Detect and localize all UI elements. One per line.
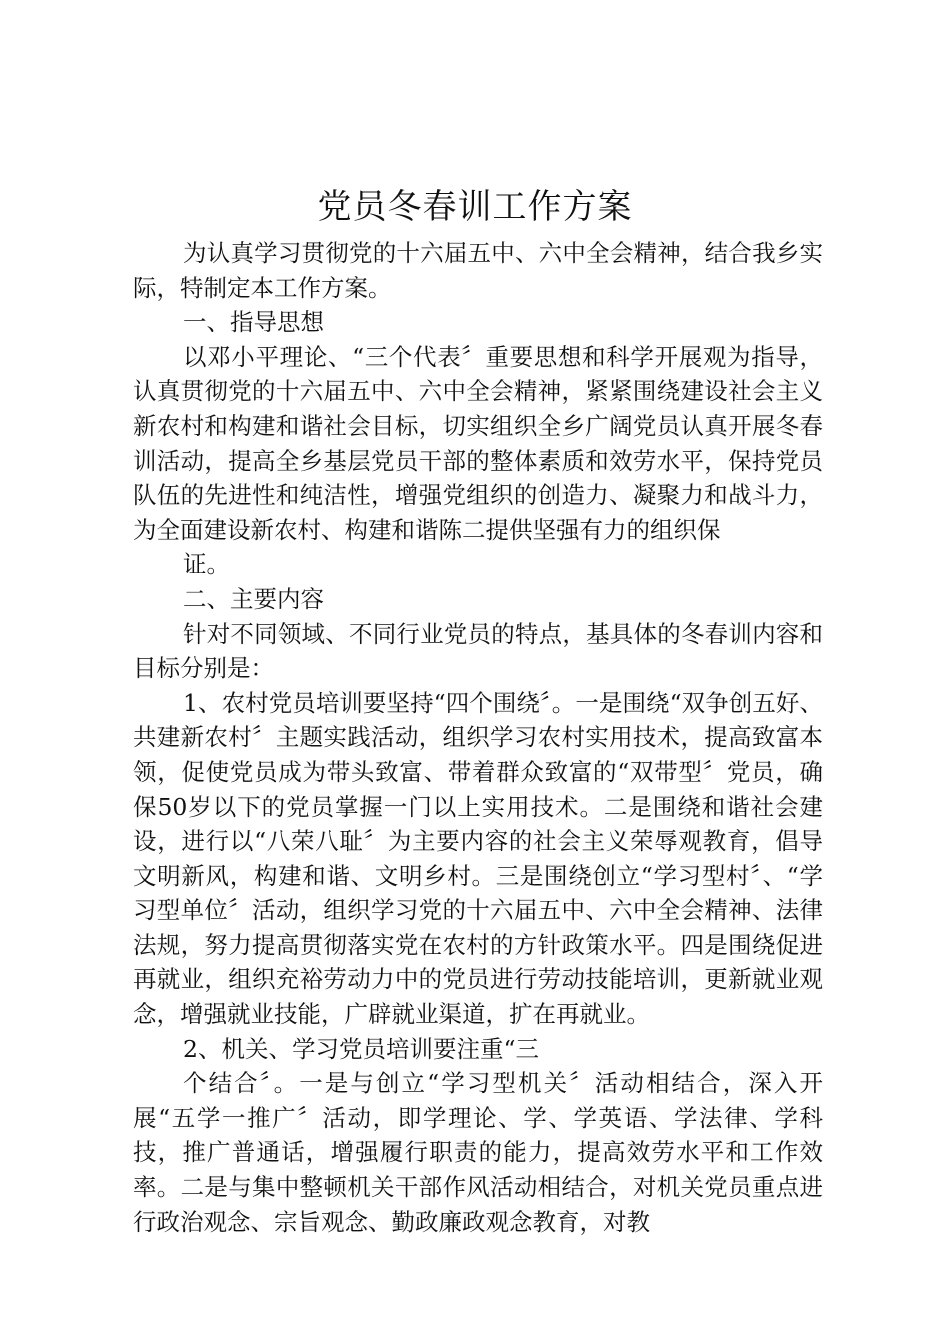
paragraph-rural-training: 1、农村党员培训要坚持“四个围绕〞。一是围绕“双争创五好、共建新农村〞主题实践活动，组织学习农村实用技术，提高致富本领，促使党员成为带头致富、带着群众致富的“双带型〞党员，确保50岁以下的党员掌握一门以上实用技术。二是围绕和谐社会建设，进行以“八荣八耻〞为主要内容的社会主义荣辱观教育，倡导文明新风，构建和谐、文明乡村。三是围绕创立“学习型村〞、“学习型单位〞活动，组织学习党的十六届五中、六中全会精神、法律法规，努力提高贯彻落实党在农村的方针政策水平。四是围绕促进再就业，组织充裕劳动力中的党员进行劳动技能培训，更新就业观念，增强就业技能，广辟就业渠道，扩在再就业。 [133, 688, 823, 1029]
document-body [133, 236, 823, 1239]
paragraph-agency-training-start: 2、机关、学习党员培训要注重“三 [183, 1034, 539, 1063]
paragraph-agency-training: 个结合〞。一是与创立“学习型机关〞活动相结合，深入开展“五学一推广〞活动，即学理论、学、学英语、学法律、学科技，推广普通话，增强履行职责的能力，提高效劳水平和工作效率。二是与集中整顿机关干部作风活动相结合，对机关党员重点进行政治观念、宗旨观念、勤政廉政观念教育，对教 [133, 1069, 823, 1236]
paragraph-guiding-ideology-end: 证。 [183, 550, 230, 579]
paragraph-intro: 为认真学习贯彻党的十六届五中、六中全会精神，结合我乡实际，特制定本工作方案。 [133, 239, 823, 302]
paragraph-main-content-intro: 针对不同领域、不同行业党员的特点，基具体的冬春训内容和目标分别是： [133, 619, 823, 683]
document-title: 党员冬春训工作方案 [317, 187, 633, 227]
section-heading-main-content: 二、主要内容 [183, 584, 324, 613]
paragraph-guiding-ideology: 以邓小平理论、“三个代表〞重要思想和科学开展观为指导，认真贯彻党的十六届五中、六中全会精神，紧紧围绕建设社会主义新农村和构建和谐社会目标，切实组织全乡广阔党员认真开展冬春训活动，提高全乡基层党员干部的整体素质和效劳水平，保持党员队伍的先进性和纯洁性，增强党组织的创造力、凝聚力和战斗力，为全面建设新农村、构建和谐陈二提供坚强有力的组织保 [133, 342, 823, 544]
section-heading-guiding-ideology: 一、指导思想 [183, 308, 324, 337]
